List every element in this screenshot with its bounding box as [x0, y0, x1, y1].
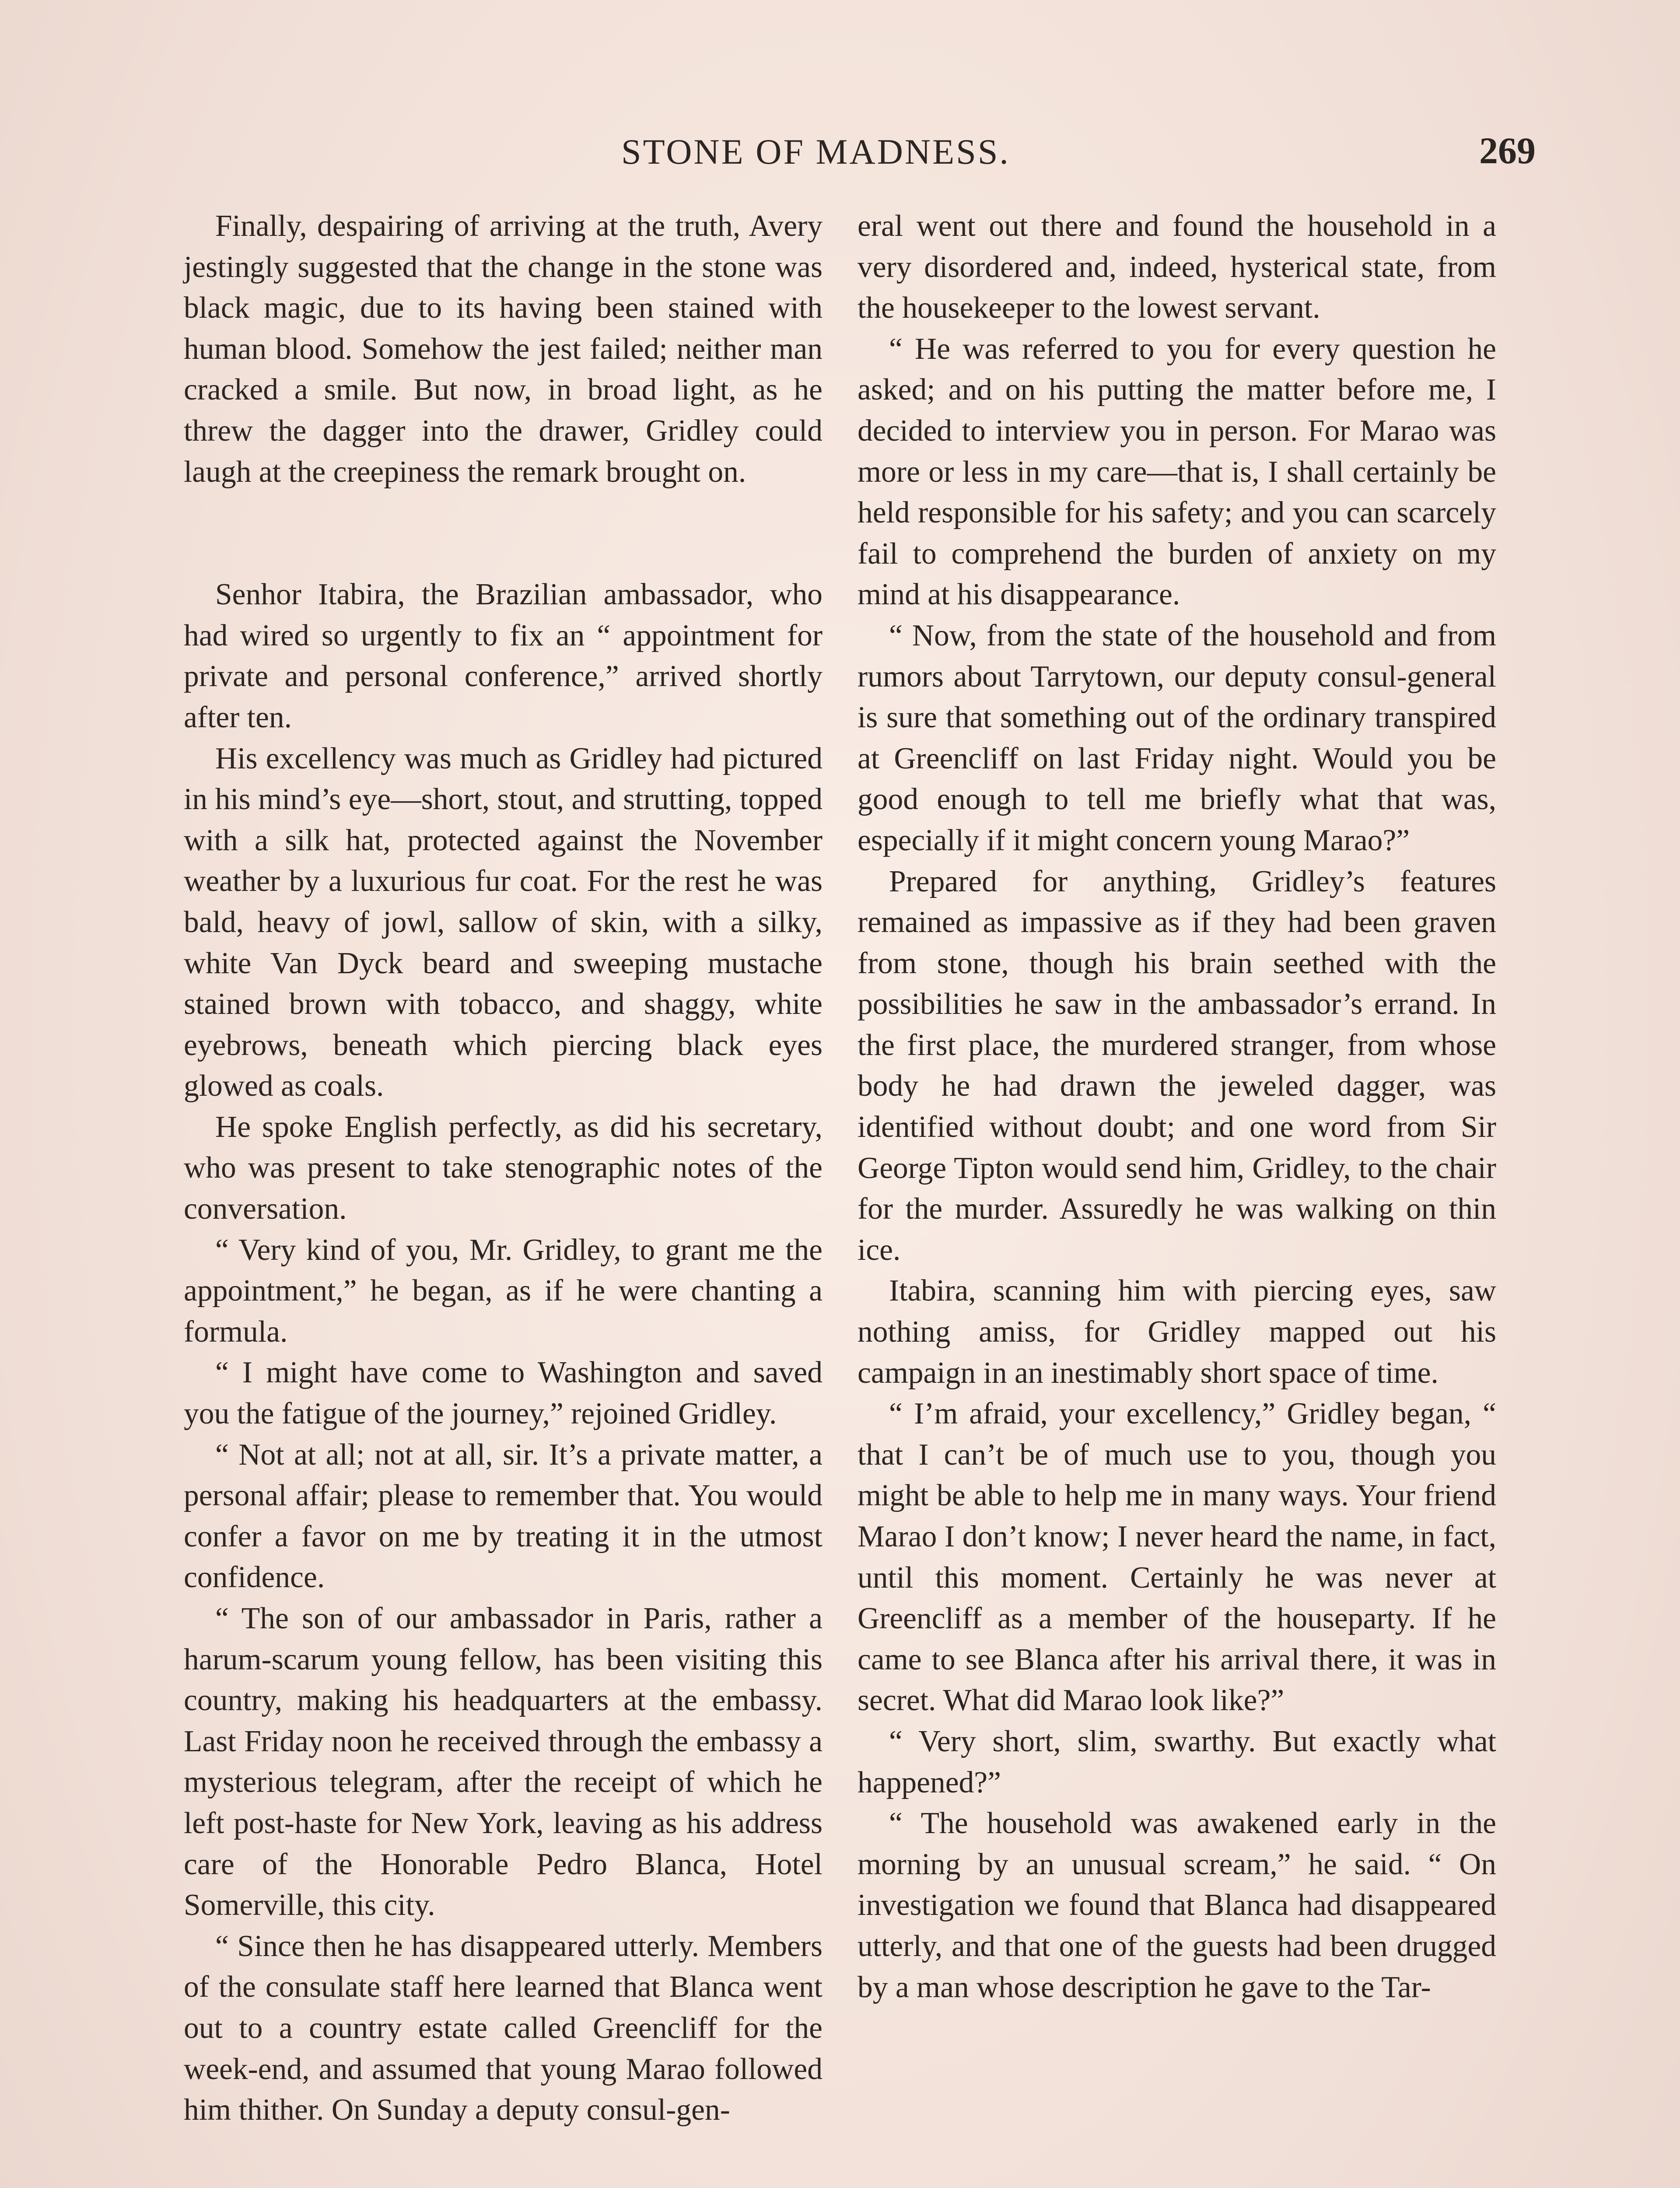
- paragraph: “ The son of our ambassador in Paris, rather a harum-scarum young fellow, has been visiting this country, making his headquarters at the embassy. Last Friday noon he received through the embassy a mysterious telegram, after the receipt of which he left post-haste for New York, leaving as his address care of the Honorable Pedro Blanca, Hotel Somerville, this city.: [184, 1602, 822, 1922]
- left-column: [184, 206, 822, 2131]
- paragraph: “ I’m afraid, your excellency,” Gridley began, “ that I can’t be of much use to you, though you might be able to help me in many ways. Your friend Marao I don’t know; I never heard the name, in fact, until this moment. Certainly he was never at Greencliff as a member of the houseparty. If he came to see Blanca after his arrival there, it was in secret. What did Marao look like?”: [858, 1397, 1496, 1718]
- paragraph: Finally, despairing of arriving at the truth, Avery jestingly suggested that the change in the stone was black magic, due to its having been stained with human blood. Somehow the jest failed; neither man cracked a smile. But now, in broad light, as he threw the dagger into the drawer, Gridley could laugh at the creepiness the remark brought on.: [184, 209, 822, 489]
- paragraph: “ Very short, slim, swarthy. But exactly what happened?”: [858, 1724, 1496, 1799]
- paragraph: His excellency was much as Gridley had pictured in his mind’s eye—short, stout, and strutting, topped with a silk hat, protected against the November weather by a luxurious fur coat. For the rest he was bald, heavy of jowl, sallow of skin, with a silky, white Van Dyck beard and sweeping mustache stained brown with tobacco, and shaggy, white eyebrows, beneath which piercing black eyes glowed as coals.: [184, 741, 822, 1103]
- paragraph: “ Very kind of you, Mr. Gridley, to grant me the appointment,” he began, as if he were chanting a formula.: [184, 1233, 822, 1349]
- paragraph: “ Since then he has disappeared utterly. Members of the consulate staff here learned that Blanca went out to a country estate called Greencliff for the week-end, and assumed that young Marao followed him thither. On Sunday a deputy consul-gen-: [184, 1929, 822, 2127]
- paragraph: eral went out there and found the household in a very disordered and, indeed, hysterical state, from the housekeeper to the lowest servant.: [858, 209, 1496, 325]
- paragraph: Prepared for anything, Gridley’s features remained as impassive as if they had been graven from stone, though his brain seethed with the possibilities he saw in the ambassador’s errand. In the first place, the murdered stranger, from whose body he had drawn the jeweled dagger, was identified without doubt; and one word from Sir George Tipton would send him, Gridley, to the chair for the murder. Assuredly he was walking on thin ice.: [858, 864, 1496, 1267]
- paragraph: Senhor Itabira, the Brazilian ambassador, who had wired so urgently to fix an “ appointment for private and personal conference,” arrived shortly after ten.: [184, 578, 822, 734]
- paragraph: Itabira, scanning him with piercing eyes, saw nothing amiss, for Gridley mapped out his campaign in an inestimably short space of time.: [858, 1274, 1496, 1390]
- paragraph: “ Now, from the state of the household and from rumors about Tarrytown, our deputy consul-general is sure that something out of the ordinary transpired at Greencliff on last Friday night. Would you be good enough to tell me briefly what that was, especially if it might concern young Marao?”: [858, 618, 1496, 857]
- page-header: [0, 131, 1680, 179]
- paragraph: He spoke English perfectly, as did his secretary, who was present to take stenographic notes of the conversation.: [184, 1110, 822, 1226]
- paragraph: “ He was referred to you for every question he asked; and on his putting the matter before me, I decided to interview you in person. For Marao was more or less in my care—that is, I shall certainly be held responsible for his safety; and you can scarcely fail to comprehend the burden of anxiety on my mind at his disappearance.: [858, 332, 1496, 612]
- running-head: STONE OF MADNESS.: [621, 132, 1010, 172]
- right-column: [858, 206, 1496, 2008]
- paragraph: “ I might have come to Washington and saved you the fatigue of the journey,” rejoined Gridley.: [184, 1356, 822, 1431]
- paragraph: “ Not at all; not at all, sir. It’s a private matter, a personal affair; please to remember that. You would confer a favor on me by treating it in the utmost confidence.: [184, 1438, 822, 1595]
- paragraph: “ The household was awakened early in the morning by an unusual scream,” he said. “ On investigation we found that Blanca had disappeared utterly, and that one of the guests had been drugged by a man whose description he gave to the Tar-: [858, 1806, 1496, 2004]
- page-number: 269: [1479, 130, 1536, 172]
- section-break: [184, 492, 822, 574]
